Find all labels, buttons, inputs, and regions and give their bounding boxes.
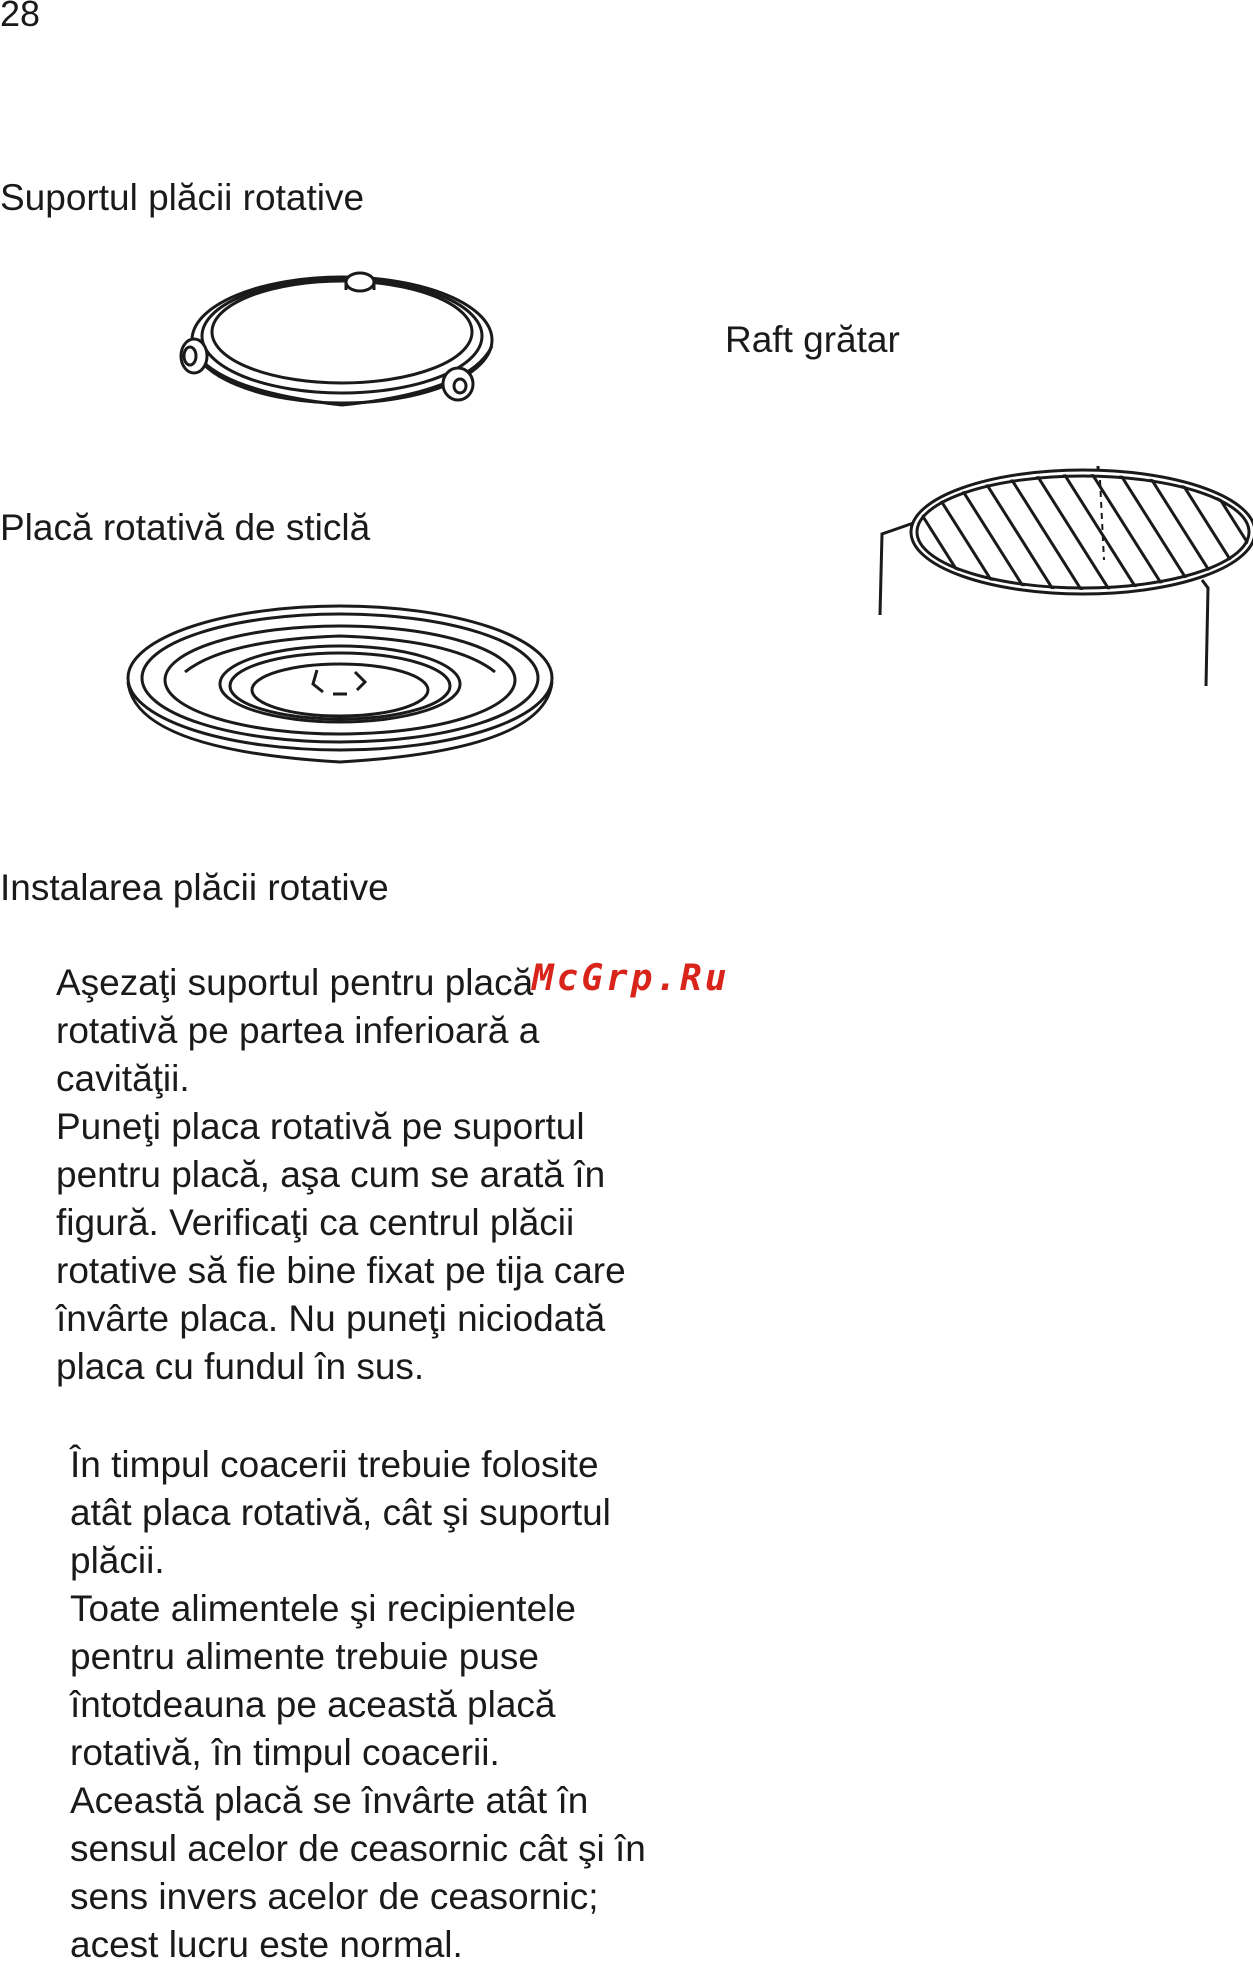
paragraph-line: Puneţi placa rotativă pe suportul — [56, 1106, 585, 1147]
glass-turntable-illustration — [125, 600, 555, 765]
paragraph-line: sensul acelor de ceasornic cât şi în — [70, 1828, 646, 1869]
paragraph-line: În timpul coacerii trebuie folosite — [70, 1444, 599, 1485]
paragraph-line: rotativă pe partea inferioară a — [56, 1010, 540, 1051]
paragraph-line: cavităţii. — [56, 1058, 190, 1099]
paragraph-line: învârte placa. Nu puneţi niciodată — [56, 1298, 606, 1339]
paragraph-line: pentru placă, aşa cum se arată în — [56, 1154, 606, 1195]
section-heading-install: Instalarea plăcii rotative — [0, 867, 389, 908]
paragraph-line: rotativă, în timpul coacerii. — [70, 1732, 500, 1773]
paragraph-line: atât placa rotativă, cât şi suportul — [70, 1492, 611, 1533]
paragraph-line: pentru alimente trebuie puse — [70, 1636, 539, 1677]
paragraph-line: placa cu fundul în sus. — [56, 1346, 425, 1387]
grill-rack-illustration — [870, 460, 1253, 690]
paragraph-line: Aşezaţi suportul pentru placă — [56, 962, 534, 1003]
paragraph-line: întotdeauna pe această placă — [70, 1684, 556, 1725]
caption-grill-rack: Raft grătar — [725, 319, 900, 360]
paragraph-line: rotative să fie bine fixat pe tija care — [56, 1250, 626, 1291]
caption-ring-support: Suportul plăcii rotative — [0, 177, 365, 218]
paragraph-line: acest lucru este normal. — [70, 1924, 463, 1965]
paragraph-line: sens invers acelor de ceasornic; — [70, 1876, 599, 1917]
page-number: 28 — [0, 0, 41, 34]
usage-notes-paragraph — [70, 1441, 646, 1969]
paragraph-line: figură. Verificaţi ca centrul plăcii — [56, 1202, 575, 1243]
paragraph-line: Toate alimentele şi recipientele — [70, 1588, 576, 1629]
install-instructions-paragraph — [56, 959, 626, 1391]
roller-ring-illustration — [170, 260, 510, 415]
paragraph-line: Această placă se învârte atât în — [70, 1780, 589, 1821]
caption-glass-tray: Placă rotativă de sticlă — [0, 507, 371, 548]
paragraph-line: plăcii. — [70, 1540, 165, 1581]
watermark-logo: McGrp.Ru — [532, 958, 730, 999]
